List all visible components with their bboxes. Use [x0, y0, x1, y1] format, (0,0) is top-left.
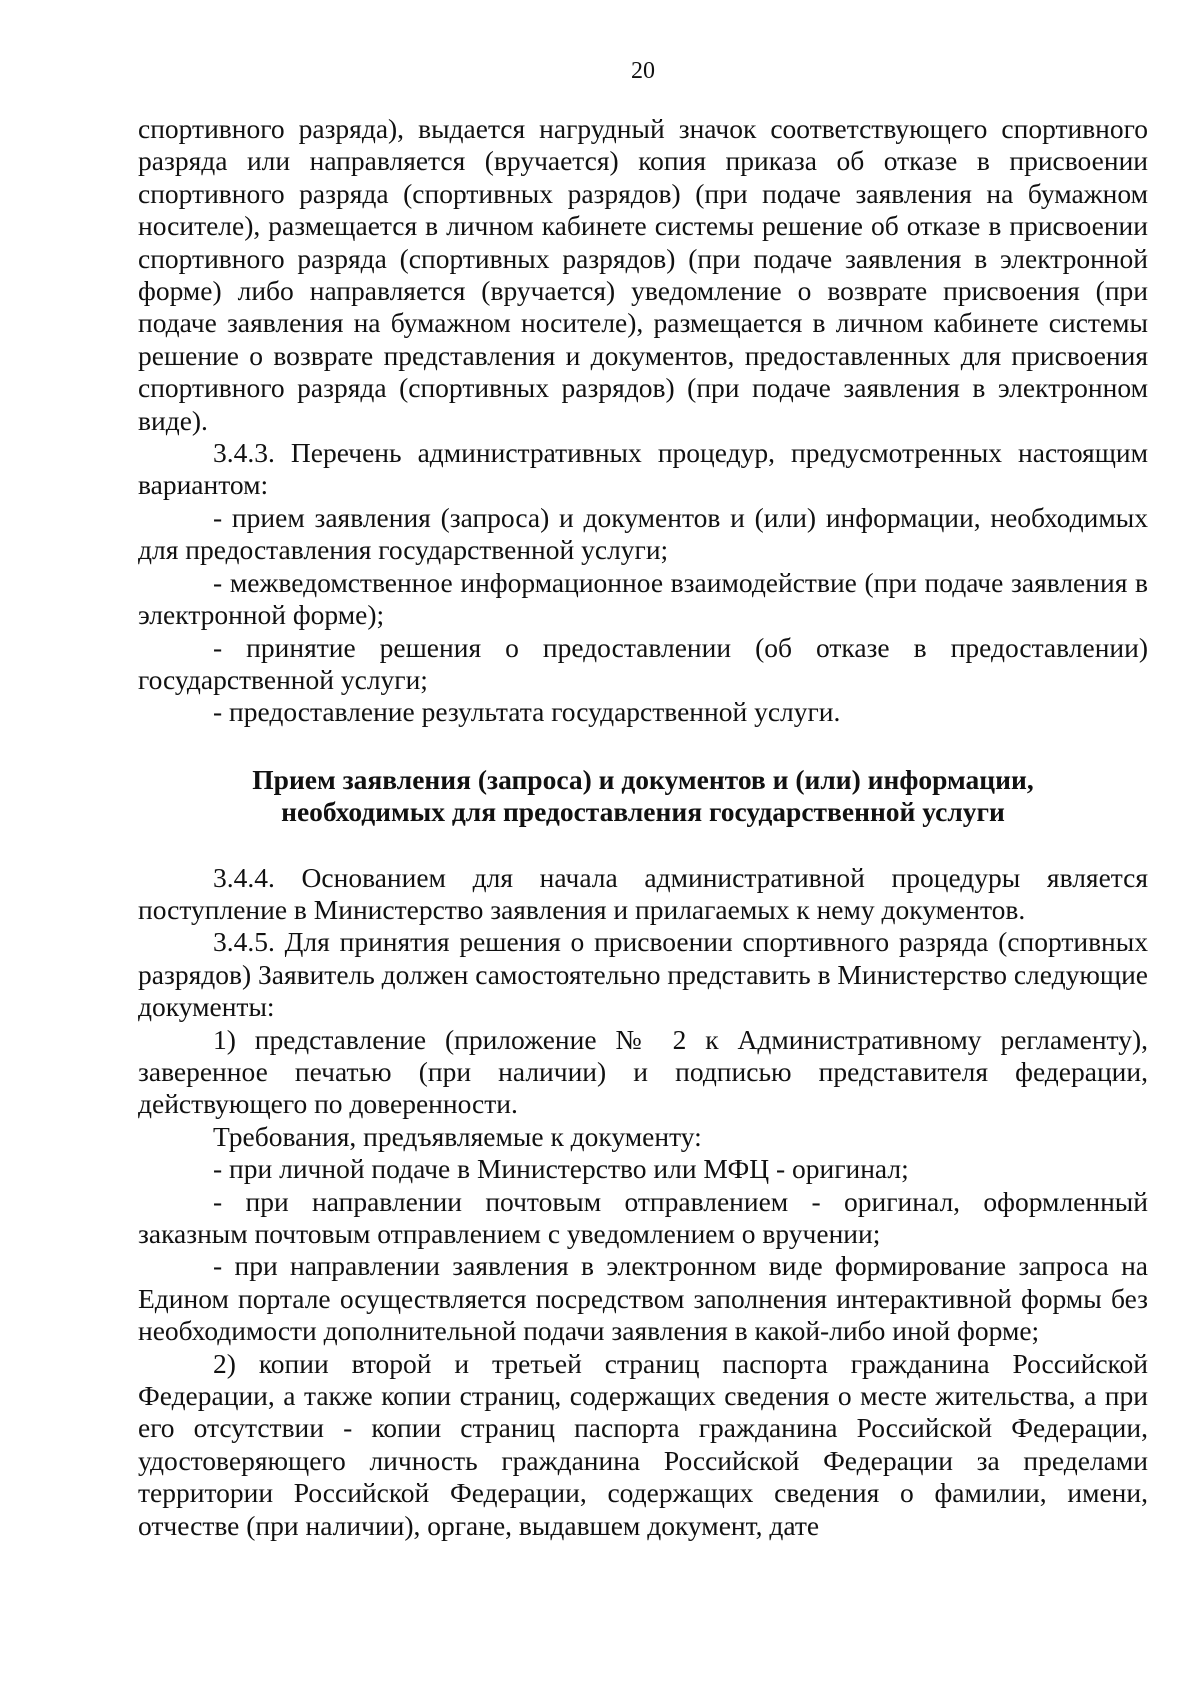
- section-heading: [138, 764, 1148, 829]
- list-item-procedure: - принятие решения о предоставлении (об отказе в предоставлении) государственной услуги;: [138, 631, 1148, 695]
- paragraph-3-4-5: 3.4.5. Для принятия решения о присвоении спортивного разряда (спортивных разрядов) Заявитель должен самостоятельно представить в Министерство следующие документы:: [138, 926, 1149, 1023]
- list-item-procedure: - прием заявления (запроса) и документов и (или) информации, необходимых для предоставления государственной услуги;: [138, 501, 1148, 566]
- document-page: [138, 0, 1148, 1681]
- requirement-item: - при личной подаче в Министерство или МФЦ - оригинал;: [213, 1153, 909, 1185]
- requirements-intro: Требования, предъявляемые к документу:: [213, 1120, 702, 1152]
- list-item-procedure: - предоставление результата государственной услуги.: [213, 696, 841, 728]
- page-number: 20: [631, 58, 655, 84]
- requirement-item: - при направлении заявления в электронном виде формирование запроса на Едином портале осуществляется посредством заполнения интерактивной формы без необходимости дополнительной подачи заявления в какой-либо иной форме;: [138, 1250, 1148, 1347]
- document-body: [138, 113, 1148, 1542]
- list-item-procedure: - межведомственное информационное взаимодействие (при подаче заявления в электронной форме);: [138, 566, 1148, 631]
- section-heading-line-2: необходимых для предоставления государственной услуги: [281, 796, 1005, 828]
- section-heading-line-1: Прием заявления (запроса) и документов и (или) информации,: [252, 763, 1034, 795]
- document-item-2: 2) копии второй и третьей страниц паспорта гражданина Российской Федерации, а также копии страниц, содержащих сведения о месте жительства, а при его отсутствии - копии страниц паспорта гражданина Российской Федерации, удостоверяющего личность гражданина Российской Федерации за пределами территории Российской Федерации, содержащих сведения о фамилии, имени, отчестве (при наличии), органе, выдавшем документ, дате: [138, 1347, 1148, 1541]
- paragraph-3-4-3: 3.4.3. Перечень административных процедур, предусмотренных настоящим вариантом:: [138, 437, 1148, 501]
- paragraph-continuation: спортивного разряда), выдается нагрудный значок соответствующего спортивного разряда или направляется (вручается) копия приказа об отказе в присвоении спортивного разряда (спортивных разрядов) (при подаче заявления на бумажном носителе), размещается в личном кабинете системы решение об отказе в присвоении спортивного разряда (спортивных разрядов) (при подаче заявления в электронной форме) либо направляется (вручается) уведомление о возврате присвоения (при подаче заявления на бумажном носителе), размещается в личном кабинете системы решение о возврате представления и документов, предоставленных для присвоения спортивного разряда (спортивных разрядов) (при подаче заявления в электронном виде).: [138, 113, 1148, 436]
- paragraph-3-4-4: 3.4.4. Основанием для начала административной процедуры является поступление в Министерство заявления и прилагаемых к нему документов.: [138, 861, 1148, 925]
- document-item-1: 1) представление (приложение № 2 к Административному регламенту), заверенное печатью (при наличии) и подписью представителя федерации, действующего по доверенности.: [138, 1023, 1148, 1120]
- requirement-item: - при направлении почтовым отправлением - оригинал, оформленный заказным почтовым отправлением с уведомлением о вручении;: [138, 1185, 1148, 1249]
